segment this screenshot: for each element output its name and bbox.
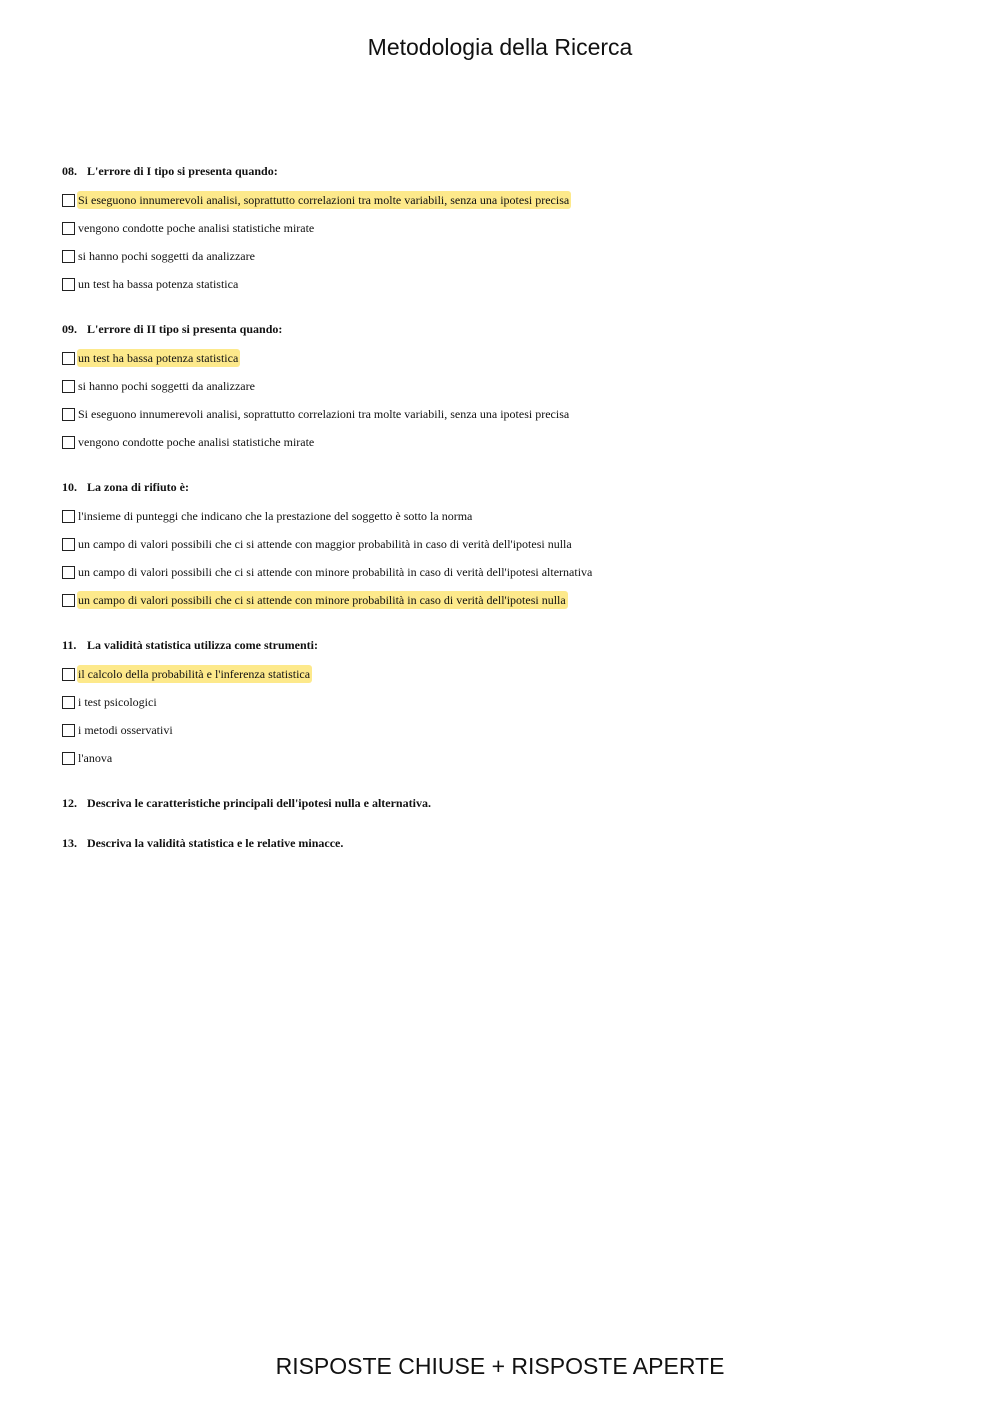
answer-option[interactable] <box>62 186 962 214</box>
checkbox[interactable] <box>62 278 75 291</box>
question-number: 10. <box>62 480 77 494</box>
answer-option[interactable] <box>62 530 962 558</box>
checkbox[interactable] <box>62 566 75 579</box>
answer-label: Si eseguono innumerevoli analisi, soprattutto correlazioni tra molte variabili, senza una ipotesi precisa <box>78 407 570 421</box>
checkbox[interactable] <box>62 510 75 523</box>
answer-options <box>62 186 962 298</box>
answer-option[interactable] <box>62 586 962 614</box>
page-title: Metodologia della Ricerca <box>367 34 633 60</box>
answer-option[interactable] <box>62 400 962 428</box>
answer-option[interactable] <box>62 214 962 242</box>
question-text: Descriva la validità statistica e le relative minacce. <box>87 836 344 850</box>
answer-option[interactable] <box>62 660 962 688</box>
checkbox[interactable] <box>62 250 75 263</box>
answer-option[interactable] <box>62 344 962 372</box>
answer-label: un test ha bassa potenza statistica <box>78 277 239 291</box>
answer-option[interactable] <box>62 270 962 298</box>
answer-label: i metodi osservativi <box>78 723 173 737</box>
answer-label: i test psicologici <box>78 695 157 709</box>
checkbox[interactable] <box>62 194 75 207</box>
answer-options <box>62 344 962 456</box>
answer-option[interactable] <box>62 372 962 400</box>
question-text: L'errore di I tipo si presenta quando: <box>87 164 278 178</box>
answer-option[interactable] <box>62 242 962 270</box>
question-number: 09. <box>62 322 77 336</box>
answer-option[interactable] <box>62 744 962 772</box>
answer-label: un campo di valori possibili che ci si attende con maggior probabilità in caso di verità dell'ipotesi nulla <box>78 537 572 551</box>
checkbox[interactable] <box>62 538 75 551</box>
checkbox[interactable] <box>62 696 75 709</box>
question-09 <box>62 318 962 456</box>
question-heading <box>62 476 962 498</box>
answer-label: si hanno pochi soggetti da analizzare <box>78 249 255 263</box>
question-text: L'errore di II tipo si presenta quando: <box>87 322 283 336</box>
answer-label: l'anova <box>78 751 113 765</box>
question-number: 13. <box>62 836 77 850</box>
answer-option[interactable] <box>62 688 962 716</box>
checkbox[interactable] <box>62 352 75 365</box>
checkbox[interactable] <box>62 222 75 235</box>
checkbox[interactable] <box>62 668 75 681</box>
answer-label: un test ha bassa potenza statistica <box>78 351 239 365</box>
page-footer: RISPOSTE CHIUSE + RISPOSTE APERTE <box>275 1353 725 1379</box>
answer-label: il calcolo della probabilità e l'inferenza statistica <box>78 667 311 681</box>
question-heading <box>62 160 962 182</box>
answer-option[interactable] <box>62 558 962 586</box>
checkbox[interactable] <box>62 408 75 421</box>
answer-label: si hanno pochi soggetti da analizzare <box>78 379 255 393</box>
checkbox[interactable] <box>62 594 75 607</box>
question-list <box>62 160 962 872</box>
answer-label: l'insieme di punteggi che indicano che la prestazione del soggetto è sotto la norma <box>78 509 473 523</box>
question-number: 11. <box>62 638 77 652</box>
checkbox[interactable] <box>62 752 75 765</box>
checkbox[interactable] <box>62 724 75 737</box>
answer-options <box>62 502 962 614</box>
checkbox[interactable] <box>62 436 75 449</box>
answer-option[interactable] <box>62 428 962 456</box>
answer-option[interactable] <box>62 502 962 530</box>
answer-options <box>62 660 962 772</box>
answer-option[interactable] <box>62 716 962 744</box>
open-question-13 <box>62 832 962 854</box>
answer-label: un campo di valori possibili che ci si attende con minore probabilità in caso di verità dell'ipotesi alternativa <box>78 565 593 579</box>
answer-label: vengono condotte poche analisi statistiche mirate <box>78 221 315 235</box>
answer-label: Si eseguono innumerevoli analisi, soprattutto correlazioni tra molte variabili, senza una ipotesi precisa <box>78 193 570 207</box>
question-10 <box>62 476 962 614</box>
answer-label: un campo di valori possibili che ci si attende con minore probabilità in caso di verità dell'ipotesi nulla <box>78 593 566 607</box>
question-text: La zona di rifiuto è: <box>87 480 189 494</box>
question-number: 12. <box>62 796 77 810</box>
checkbox[interactable] <box>62 380 75 393</box>
question-heading <box>62 792 962 814</box>
answer-label: vengono condotte poche analisi statistiche mirate <box>78 435 315 449</box>
question-text: Descriva le caratteristiche principali dell'ipotesi nulla e alternativa. <box>87 796 431 810</box>
question-08 <box>62 160 962 298</box>
open-question-12 <box>62 792 962 814</box>
question-number: 08. <box>62 164 77 178</box>
question-heading <box>62 318 962 340</box>
question-heading <box>62 832 962 854</box>
question-text: La validità statistica utilizza come strumenti: <box>87 638 318 652</box>
question-11 <box>62 634 962 772</box>
question-heading <box>62 634 962 656</box>
